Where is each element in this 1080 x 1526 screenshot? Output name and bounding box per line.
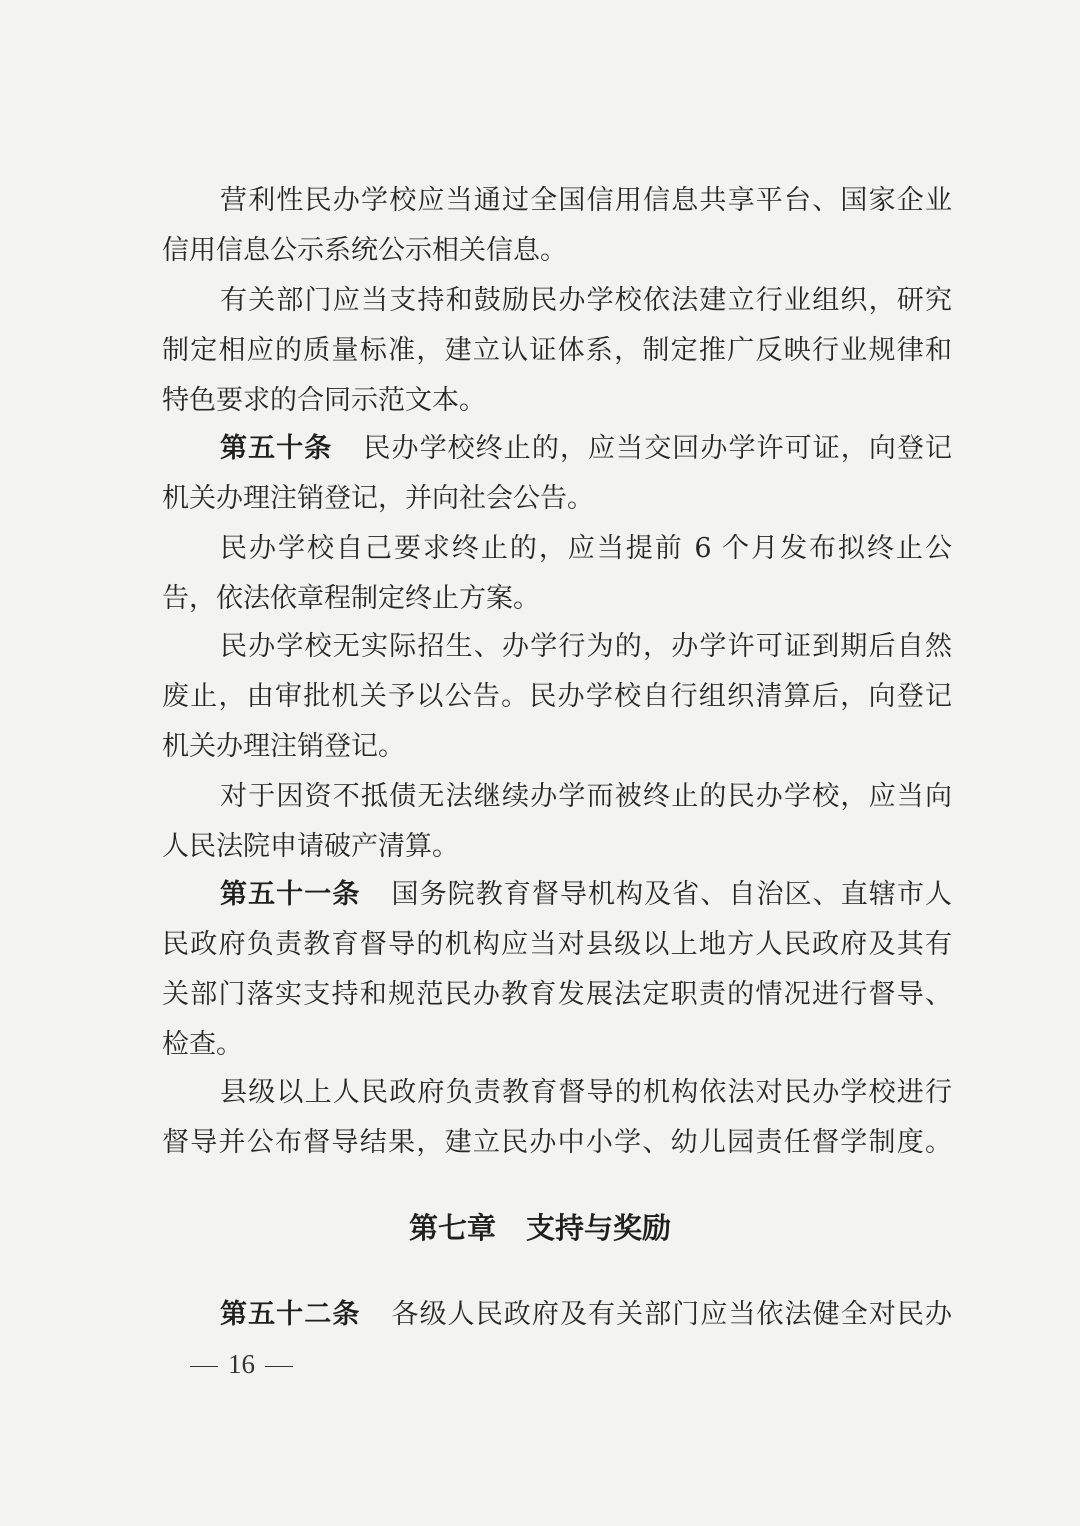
paragraph-line: 废止，由审批机关予以公告。民办学校自行组织清算后，向登记 [162,681,952,712]
article-text: 国务院教育督导机构及省、自治区、直辖市人 [390,879,952,910]
paragraph-line: 县级以上人民政府负责教育督导的机构依法对民办学校进行 [220,1077,952,1108]
article-number: 第五十条 [220,433,333,464]
paragraph-line: 督导并公布督导结果，建立民办中小学、幼儿园责任督学制度。 [162,1127,952,1158]
paragraph-line: 营利性民办学校应当通过全国信用信息共享平台、国家企业 [220,185,952,216]
paragraph-line: 民政府负责教育督导的机构应当对县级以上地方人民政府及其有 [162,929,952,960]
paragraph-line: 信用信息公示系统公示相关信息。 [162,235,567,266]
chapter-number: 第七章 [408,1211,496,1245]
paragraph-line: 民办学校自己要求终止的，应当提前 6 个月发布拟终止公 [220,533,952,564]
chapter-title: 支持与奖励 [526,1211,672,1245]
article-line [220,870,952,920]
article-text: 各级人民政府及有关部门应当依法健全对民办 [390,1299,952,1330]
page-number-value: 16 [228,1349,255,1379]
paragraph-line: 机关办理注销登记。 [162,731,405,762]
article-text: 民办学校终止的，应当交回办学许可证，向登记 [362,433,952,464]
article-line [220,424,952,474]
paragraph-line: 关部门落实支持和规范民办教育发展法定职责的情况进行督导、 [162,979,952,1010]
paragraph-line: 制定相应的质量标准，建立认证体系，制定推广反映行业规律和 [162,335,952,366]
page-number [180,1344,303,1384]
paragraph-line: 机关办理注销登记，并向社会公告。 [162,483,594,514]
dash-left [190,1366,218,1367]
chapter-heading [0,1200,1080,1256]
paragraph-line: 检查。 [162,1029,243,1060]
article-line [220,1290,952,1340]
paragraph-line: 有关部门应当支持和鼓励民办学校依法建立行业组织，研究 [220,285,952,316]
article-number: 第五十一条 [220,879,361,910]
paragraph-line: 告，依法依章程制定终止方案。 [162,583,540,614]
article-number: 第五十二条 [220,1299,361,1330]
paragraph-line: 特色要求的合同示范文本。 [162,385,486,416]
paragraph-line: 对于因资不抵债无法继续办学而被终止的民办学校，应当向 [220,781,952,812]
dash-right [265,1366,293,1367]
paragraph-line: 人民法院申请破产清算。 [162,831,459,862]
paragraph-line: 民办学校无实际招生、办学行为的，办学许可证到期后自然 [220,631,952,662]
